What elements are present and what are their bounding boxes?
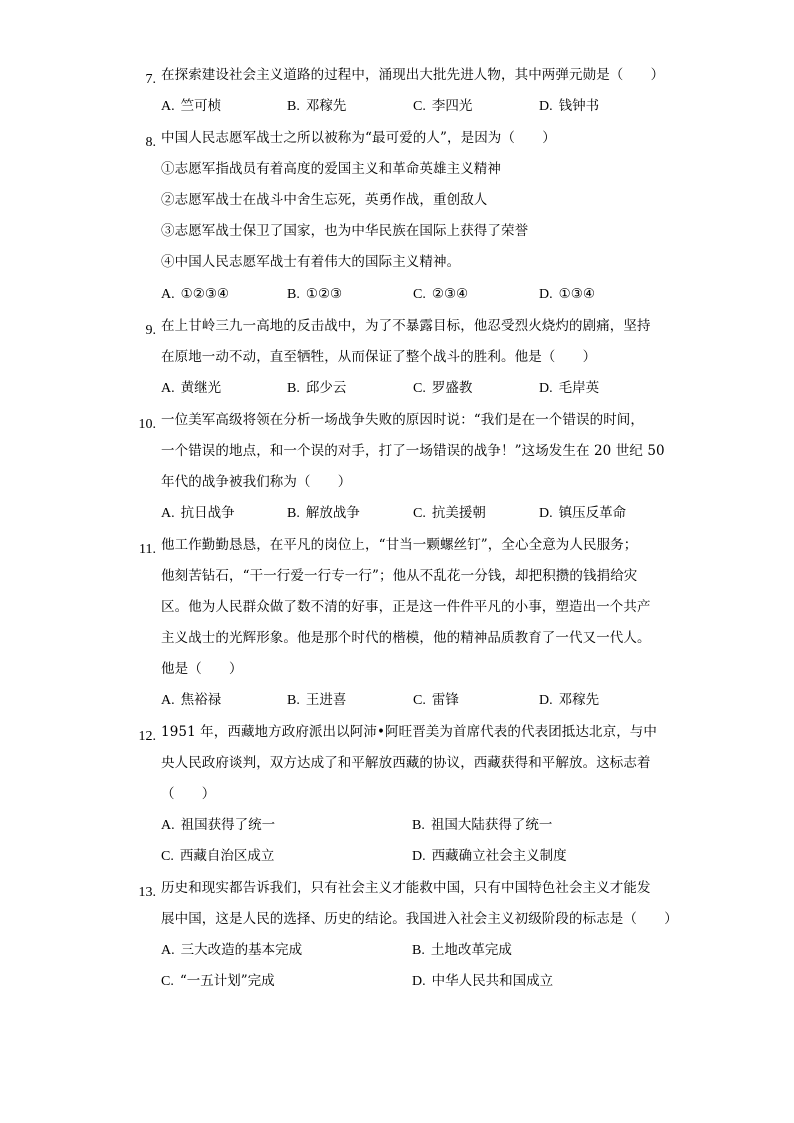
question-number: 8. (145, 135, 156, 150)
question-number: 10. (138, 417, 156, 432)
option-text: 三大改造的基本完成 (180, 942, 303, 958)
question-stem (161, 405, 671, 498)
option-key: D. (539, 381, 553, 396)
options-row (161, 971, 681, 991)
option-d[interactable] (412, 846, 567, 867)
stem-line: 他是（ ） (161, 661, 243, 677)
option-key: B. (287, 506, 300, 521)
option-text: 毛岸英 (558, 380, 600, 396)
option-b[interactable] (287, 378, 346, 399)
option-text: “一五计划”完成 (179, 973, 275, 989)
stem-line: 在探索建设社会主义道路的过程中，涌现出大批先进人物，其中两弹元勋是（ ） (161, 67, 665, 83)
option-key: C. (161, 974, 174, 989)
question-number: 12. (138, 729, 156, 744)
option-c[interactable] (161, 846, 274, 867)
option-d[interactable] (539, 503, 626, 524)
question-stem (161, 530, 671, 685)
question-stem (161, 123, 671, 278)
option-b[interactable] (287, 284, 342, 305)
option-text: 抗日战争 (180, 505, 235, 521)
stem-line: 一个错误的地点，和一个误的对手，打了一场错误的战争！”这场发生在 20 世纪 50 (161, 443, 665, 459)
option-b[interactable] (287, 96, 346, 117)
option-text: 土地改革完成 (430, 942, 512, 958)
stem-line: 在上甘岭三九一高地的反击战中，为了不暴露目标，他忍受烈火烧灼的剧痛，坚持 (161, 318, 651, 334)
option-c[interactable] (413, 690, 459, 711)
options-row (161, 284, 681, 304)
option-key: D. (539, 506, 553, 521)
stem-line: ②志愿军战士在战斗中舍生忘死，英勇作战，重创敌人 (161, 192, 488, 208)
option-text: 祖国获得了统一 (180, 817, 276, 833)
option-key: B. (412, 818, 425, 833)
option-a[interactable] (161, 815, 275, 836)
option-c[interactable] (413, 284, 468, 305)
options-row (161, 690, 681, 710)
option-key: C. (161, 849, 174, 864)
option-text: ①②③ (305, 286, 343, 302)
option-text: 李四光 (431, 98, 473, 114)
question-number: 9. (145, 323, 156, 338)
option-key: D. (539, 99, 553, 114)
option-a[interactable] (161, 284, 229, 305)
option-c[interactable] (161, 971, 275, 992)
option-text: 雷锋 (431, 692, 459, 708)
stem-line: 一位美军高级将领在分析一场战争失败的原因时说：“我们是在一个错误的时间， (161, 412, 645, 428)
option-key: A. (161, 506, 175, 521)
stem-line: 历史和现实都告诉我们，只有社会主义才能救中国，只有中国特色社会主义才能发 (161, 880, 651, 896)
option-text: 西藏自治区成立 (179, 848, 275, 864)
option-text: 竺可桢 (180, 98, 222, 114)
question-number: 7. (145, 72, 156, 87)
option-key: B. (287, 693, 300, 708)
option-text: 西藏确立社会主义制度 (431, 848, 567, 864)
option-b[interactable] (287, 690, 346, 711)
question-stem (161, 717, 671, 810)
option-b[interactable] (287, 503, 360, 524)
stem-line: （ ） (161, 786, 216, 802)
option-d[interactable] (539, 96, 599, 117)
option-text: ①③④ (558, 286, 595, 302)
option-a[interactable] (161, 940, 302, 961)
stem-line: 1951 年，西藏地方政府派出以阿沛•阿旺晋美为首席代表的代表团抵达北京，与中 (161, 724, 658, 740)
options-row (161, 846, 681, 866)
option-d[interactable] (539, 284, 595, 305)
option-text: 邱少云 (305, 380, 347, 396)
option-text: 钱钟书 (558, 98, 600, 114)
option-d[interactable] (539, 378, 599, 399)
option-key: B. (287, 287, 300, 302)
option-key: A. (161, 693, 175, 708)
options-row (161, 503, 681, 523)
option-key: B. (287, 381, 300, 396)
option-key: D. (412, 974, 426, 989)
options-row (161, 96, 681, 116)
option-key: C. (413, 381, 426, 396)
option-text: 焦裕禄 (180, 692, 222, 708)
option-c[interactable] (413, 96, 472, 117)
option-c[interactable] (413, 378, 472, 399)
option-a[interactable] (161, 690, 221, 711)
option-key: B. (412, 943, 425, 958)
option-key: A. (161, 99, 175, 114)
stem-line: 中国人民志愿军战士之所以被称为“最可爱的人”，是因为（ ） (161, 130, 556, 146)
stem-line: 他工作勤勤恳恳，在平凡的岗位上，“甘当一颗螺丝钉”，全心全意为人民服务； (161, 537, 638, 553)
option-key: A. (161, 381, 175, 396)
option-c[interactable] (413, 503, 486, 524)
stem-line: 展中国，这是人民的选择、历史的结论。我国进入社会主义初级阶段的标志是（ ） (161, 911, 678, 927)
stem-line: 他刻苦钻石，“干一行爱一行专一行”；他从不乱花一分钱，却把积攒的钱捐给灾 (161, 568, 638, 584)
option-text: 中华人民共和国成立 (431, 973, 554, 989)
option-d[interactable] (539, 690, 599, 711)
question-number: 11. (139, 542, 156, 557)
option-b[interactable] (412, 940, 512, 961)
option-text: 镇压反革命 (558, 505, 627, 521)
stem-line: 年代的战争被我们称为（ ） (161, 474, 352, 490)
stem-line: ①志愿军指战员有着高度的爱国主义和革命英雄主义精神 (161, 161, 501, 177)
option-text: 解放战争 (305, 505, 360, 521)
option-text: 邓稼先 (305, 98, 347, 114)
options-row (161, 815, 681, 835)
question-stem (161, 311, 671, 373)
option-text: 邓稼先 (558, 692, 600, 708)
options-row (161, 940, 681, 960)
stem-line: 主义战士的光辉形象。他是那个时代的楷模，他的精神品质教育了一代又一代人。 (161, 630, 651, 646)
option-key: C. (413, 506, 426, 521)
stem-line: 在原地一动不动，直至牺牲，从而保证了整个战斗的胜利。他是（ ） (161, 349, 597, 365)
option-text: 黄继光 (180, 380, 222, 396)
option-a[interactable] (161, 96, 221, 117)
option-key: A. (161, 287, 175, 302)
question-number: 13. (138, 885, 156, 900)
option-a[interactable] (161, 503, 235, 524)
option-key: A. (161, 943, 175, 958)
options-row (161, 378, 681, 398)
option-key: C. (413, 99, 426, 114)
option-a[interactable] (161, 378, 221, 399)
option-text: ②③④ (431, 286, 469, 302)
option-text: 王进喜 (305, 692, 347, 708)
option-text: ①②③④ (180, 286, 230, 302)
option-text: 罗盛教 (431, 380, 473, 396)
option-text: 祖国大陆获得了统一 (430, 817, 553, 833)
option-key: D. (539, 693, 553, 708)
stem-line: 区。他为人民群众做了数不清的好事，正是这一件件平凡的小事，塑造出一个共产 (161, 599, 651, 615)
option-b[interactable] (412, 815, 552, 836)
option-key: C. (413, 287, 426, 302)
question-stem (161, 873, 678, 935)
question-stem (161, 60, 671, 91)
stem-line: ③志愿军战士保卫了国家，也为中华民族在国际上获得了荣誉 (161, 223, 529, 239)
option-text: 抗美援朝 (431, 505, 486, 521)
option-d[interactable] (412, 971, 553, 992)
stem-line: 央人民政府谈判，双方达成了和平解放西藏的协议，西藏获得和平解放。这标志着 (161, 755, 651, 771)
option-key: A. (161, 818, 175, 833)
stem-line: ④中国人民志愿军战士有着伟大的国际主义精神。 (161, 254, 461, 270)
option-key: B. (287, 99, 300, 114)
option-key: D. (539, 287, 553, 302)
option-key: C. (413, 693, 426, 708)
option-key: D. (412, 849, 426, 864)
